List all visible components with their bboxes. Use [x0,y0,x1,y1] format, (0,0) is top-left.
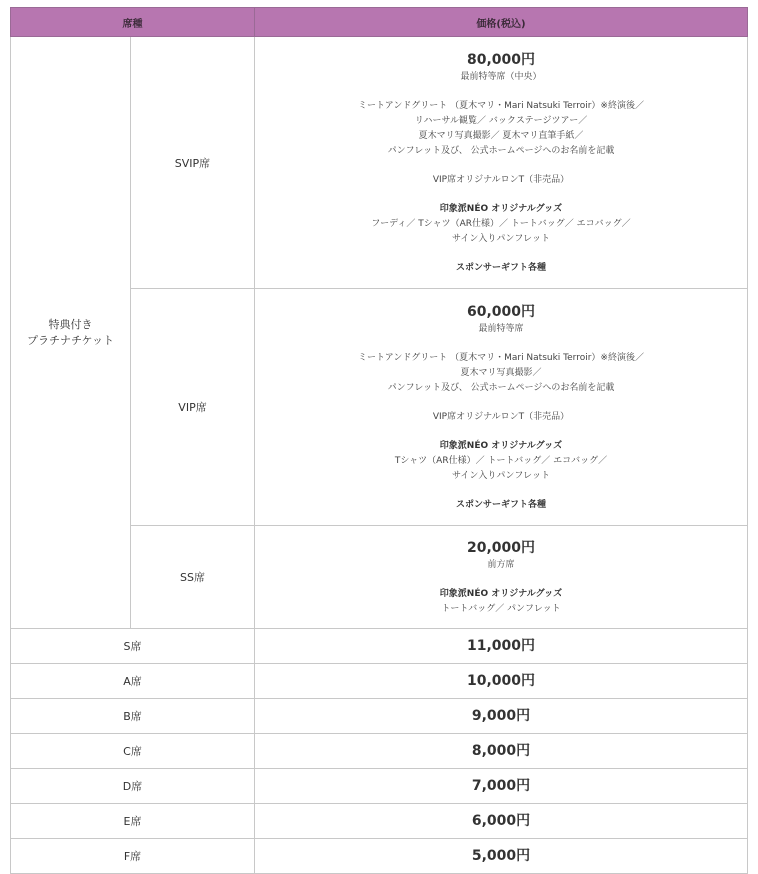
sponsor-gift: スポンサーギフト各種 [455,499,546,510]
perk: パンフレット及び、 公式ホームページへのお名前を記載 [387,382,615,393]
perk: パンフレット及び、 公式ホームページへのお名前を記載 [387,145,615,156]
tier-seat: 前方席 [487,559,515,570]
tier-price: 80,000円 [466,51,536,68]
seat-name: C席 [11,734,255,769]
tshirt-perk: VIP席オリジナルロンT（非売品） [432,411,570,422]
tier-seat: 最前特等席（中央） [460,71,542,82]
seat-price: 9,000円 [255,699,748,734]
tier-name: VIP席 [131,289,255,526]
goods-item: トートバッグ／ パンフレット [441,603,561,614]
ticket-price-table [10,7,748,874]
tier-seat: 最前特等席 [478,323,524,334]
table-row-svip [11,37,748,289]
platinum-ticket-label: 特典付き プラチナチケット [11,37,131,629]
table-row [11,734,748,769]
seat-name: B席 [11,699,255,734]
tier-details [255,37,748,289]
seat-name: E席 [11,804,255,839]
seat-name: S席 [11,629,255,664]
seat-price: 5,000円 [255,839,748,874]
perk: ミートアンドグリート （夏木マリ・Mari Natsuki Terroir）※終演後／ [358,100,644,111]
goods-title: 印象派NÉO オリジナルグッズ [439,588,563,599]
seat-price: 6,000円 [255,804,748,839]
seat-price: 7,000円 [255,769,748,804]
table-row [11,839,748,874]
tier-details [255,526,748,629]
header-seat-type: 席種 [11,8,255,37]
goods-item: フーディ／ Tシャツ（AR仕様）／ トートバッグ／ エコバッグ／ [371,218,631,229]
table-header [11,8,748,37]
tier-price: 60,000円 [466,303,536,320]
seat-price: 8,000円 [255,734,748,769]
tier-price: 20,000円 [466,539,536,556]
tier-name: SVIP席 [131,37,255,289]
goods-item: サイン入りパンフレット [452,470,550,481]
tshirt-perk: VIP席オリジナルロンT（非売品） [432,174,570,185]
perk: ミートアンドグリート （夏木マリ・Mari Natsuki Terroir）※終演後／ [358,352,644,363]
header-price: 価格(税込) [255,8,748,37]
perk: 夏木マリ写真撮影／ [460,367,542,378]
seat-name: F席 [11,839,255,874]
goods-item: サイン入りパンフレット [452,233,550,244]
table-row [11,664,748,699]
goods-title: 印象派NÉO オリジナルグッズ [439,203,563,214]
seat-price: 10,000円 [255,664,748,699]
seat-price: 11,000円 [255,629,748,664]
tier-name: SS席 [131,526,255,629]
seat-name: A席 [11,664,255,699]
table-row [11,769,748,804]
perk: リハーサル観覧／ バックステージツアー／ [414,115,588,126]
perk: 夏木マリ写真撮影／ 夏木マリ直筆手紙／ [418,130,584,141]
tier-details [255,289,748,526]
table-row [11,699,748,734]
seat-name: D席 [11,769,255,804]
table-row [11,629,748,664]
sponsor-gift: スポンサーギフト各種 [455,262,546,273]
table-row [11,804,748,839]
goods-item: Tシャツ（AR仕様）／ トートバッグ／ エコバッグ／ [394,455,608,466]
goods-title: 印象派NÉO オリジナルグッズ [439,440,563,451]
